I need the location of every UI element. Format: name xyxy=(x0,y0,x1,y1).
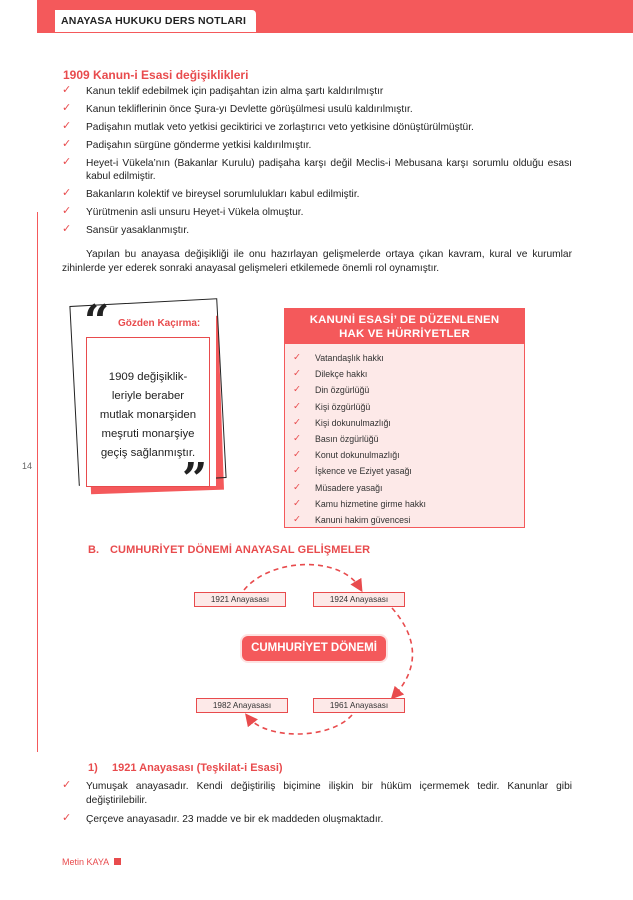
list-item: ✓ Heyet-i Vükela’nın (Bakanlar Kurulu) padişaha karşı değil Meclis-i Mebusana karşı sorumlu olduğu esası kabul edilmiştir. xyxy=(62,155,572,183)
check-icon: ✓ xyxy=(293,384,301,396)
kanuni-esasi-rights-box xyxy=(284,308,525,528)
margin-rule xyxy=(37,212,38,752)
arrow-1924-1961 xyxy=(392,608,413,696)
open-quote-icon: “ xyxy=(84,296,110,347)
node-1924-constitution: 1924 Anayasası xyxy=(313,592,405,607)
list-item: ✓ Yumuşak anayasadır. Kendi değiştiriliş biçimine ilişkin bir hüküm içermemek tedir. Kanunlar gibi değiştirilebilir. xyxy=(62,779,572,806)
list-item: ✓ Padişahın sürgüne gönderme yetkisi kaldırılmıştır. xyxy=(62,137,312,151)
list-item: ✓ Kişi özgürlüğü xyxy=(293,399,426,415)
gozden-kacirma-box xyxy=(70,296,230,505)
gozden-line: 1909 değişiklik- xyxy=(108,371,188,383)
list-item: ✓ Basın özgürlüğü xyxy=(293,431,426,447)
check-icon: ✓ xyxy=(293,352,301,363)
header-title: ANAYASA HUKUKU DERS NOTLARI xyxy=(55,10,256,32)
gozden-line: geçiş sağlanmıştır. xyxy=(100,447,196,459)
gozden-line: mutlak monarşiden xyxy=(99,409,197,421)
list-item: ✓ Sansür yasaklanmıştır. xyxy=(62,222,190,236)
check-icon: ✓ xyxy=(62,187,72,200)
rights-list xyxy=(293,350,426,528)
check-icon: ✓ xyxy=(62,204,72,217)
check-icon: ✓ xyxy=(293,465,301,477)
list-item: ✓ Din özgürlüğü xyxy=(293,382,426,398)
list-item: ✓ Kanun teklif edebilmek için padişahtan izin alma şartı kaldırılmıştır xyxy=(62,84,384,97)
list-item: ✓ Bakanların kolektif ve bireysel sorumlulukları kabul edilmiştir. xyxy=(62,187,360,201)
check-icon: ✓ xyxy=(293,481,301,493)
list-item: ✓ Müsadere yasağı xyxy=(293,480,426,496)
check-icon: ✓ xyxy=(293,433,301,445)
diagram-center-label: CUMHURİYET DÖNEMİ xyxy=(242,636,386,661)
list-item: ✓ Kanun tekliflerinin önce Şura-yı Devlette görüşülmesi usulü kaldırılmıştır. xyxy=(62,101,413,115)
summary-paragraph: Yapılan bu anayasa değişikliği ile onu hazırlayan gelişmelerde ortaya çıkan kavram, kural ve kurumlar zihinlerde yer ederek sonraki anayasal gelişmeleri etkilemede önemli rol oynamıştır. xyxy=(62,249,572,274)
close-quote-icon: ” xyxy=(182,454,208,505)
list-item: ✓ İşkence ve Eziyet yasağı xyxy=(293,463,426,479)
list-item: ✓ Kişi dokunulmazlığı xyxy=(293,415,426,431)
section-b-heading: B. CUMHURİYET DÖNEMİ ANAYASAL GELİŞMELER xyxy=(88,544,371,556)
gozden-line: meşruti monarşiye xyxy=(101,428,195,440)
page-number: 14 xyxy=(22,461,33,471)
list-item: ✓ Kanuni hakim güvencesi xyxy=(293,512,426,528)
list-item: ✓ Padişahın mutlak veto yetkisi geciktirici ve zorlaştırıcı veto yetkisine dönüştürülmüştür. xyxy=(62,119,474,133)
section-title-1909: 1909 Kanun-i Esasi değişiklikleri xyxy=(63,68,249,82)
check-icon: ✓ xyxy=(293,514,301,526)
gozden-label: Gözden Kaçırma: xyxy=(118,318,201,329)
changes-list xyxy=(62,85,572,242)
1921-list xyxy=(62,780,572,831)
check-icon: ✓ xyxy=(62,101,72,114)
check-icon: ✓ xyxy=(62,812,72,825)
check-icon: ✓ xyxy=(62,119,72,132)
check-icon: ✓ xyxy=(62,222,72,235)
subsection-1921-heading: 1) 1921 Anayasası (Teşkilat-i Esasi) xyxy=(88,762,283,774)
list-item: ✓ Yürütmenin asli unsuru Heyet-i Vükela olmuştur. xyxy=(62,204,304,218)
check-icon: ✓ xyxy=(293,368,301,380)
node-1961-constitution: 1961 Anayasası xyxy=(313,698,405,713)
check-icon: ✓ xyxy=(62,137,72,150)
list-item: ✓ Çerçeve anayasadır. 23 madde ve bir ek maddeden oluşmaktadır. xyxy=(62,812,384,826)
square-icon xyxy=(114,858,121,865)
arrow-1961-1982 xyxy=(248,715,352,734)
check-icon: ✓ xyxy=(293,449,301,461)
footer-author: Metin KAYA xyxy=(62,857,121,867)
check-icon: ✓ xyxy=(293,400,301,412)
check-icon: ✓ xyxy=(62,84,72,96)
kanuni-esasi-title: KANUNİ ESASİ’ DE DÜZENLENEN HAK VE HÜRRİYETLER xyxy=(285,309,524,344)
check-icon: ✓ xyxy=(62,779,72,791)
gozden-line: leriyle beraber xyxy=(111,390,185,402)
node-1921-constitution: 1921 Anayasası xyxy=(194,592,286,607)
list-item: ✓ Dilekçe hakkı xyxy=(293,366,426,382)
check-icon: ✓ xyxy=(62,155,72,168)
check-icon: ✓ xyxy=(293,497,301,509)
list-item: ✓ Kamu hizmetine girme hakkı xyxy=(293,496,426,512)
list-item: ✓ Vatandaşlık hakkı xyxy=(293,350,426,366)
node-1982-constitution: 1982 Anayasası xyxy=(196,698,288,713)
check-icon: ✓ xyxy=(293,416,301,428)
list-item: ✓ Konut dokunulmazlığı xyxy=(293,447,426,463)
gozden-text xyxy=(86,368,210,463)
arrow-1921-1924 xyxy=(244,565,360,590)
